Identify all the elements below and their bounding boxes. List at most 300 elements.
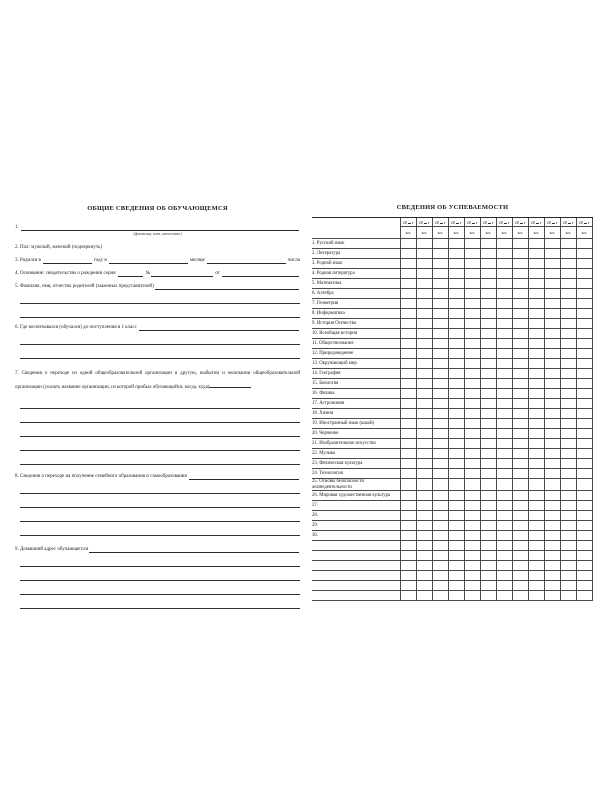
grade-cell xyxy=(561,551,577,561)
grade-cell xyxy=(433,299,449,309)
grade-cell xyxy=(577,279,593,289)
grade-cell xyxy=(401,561,417,571)
year-fill-line xyxy=(536,221,539,224)
grade-cell xyxy=(513,289,529,299)
grade-cell xyxy=(481,511,497,521)
grade-cell xyxy=(577,531,593,541)
grade-cell xyxy=(433,459,449,469)
grade-cell xyxy=(465,279,481,289)
grade-cell xyxy=(481,591,497,601)
grade-cell xyxy=(417,409,433,419)
grade-cell xyxy=(497,369,513,379)
grade-cell xyxy=(433,339,449,349)
grade-cell xyxy=(497,479,513,491)
year-header-cell xyxy=(401,218,417,227)
grade-cell xyxy=(481,551,497,561)
form-item-label: 4. Основание: свидетельство о рождении серия xyxy=(15,271,117,276)
grade-cell xyxy=(481,259,497,269)
grade-cell xyxy=(481,501,497,511)
grade-cell xyxy=(513,339,529,349)
grade-cell xyxy=(513,279,529,289)
grade-cell xyxy=(497,249,513,259)
form-item xyxy=(15,367,300,465)
form-item-label: 1. xyxy=(15,225,20,230)
blank-table-row xyxy=(312,591,593,601)
table-row xyxy=(312,259,593,269)
grade-cell xyxy=(433,309,449,319)
subject-cell: 12. Природоведение xyxy=(312,349,401,359)
grade-cell xyxy=(577,369,593,379)
grade-cell xyxy=(433,469,449,479)
grade-cell xyxy=(449,399,465,409)
grade-cell xyxy=(513,551,529,561)
grade-cell xyxy=(417,339,433,349)
grade-cell xyxy=(449,269,465,279)
grade-cell xyxy=(401,339,417,349)
grade-cell xyxy=(401,459,417,469)
year-fill-line xyxy=(408,221,411,224)
grade-cell xyxy=(529,491,545,501)
grade-cell xyxy=(465,299,481,309)
table-row xyxy=(312,309,593,319)
grade-cell xyxy=(561,449,577,459)
class-header-cell: кл. xyxy=(577,227,593,239)
table-row xyxy=(312,439,593,449)
grade-cell xyxy=(577,561,593,571)
blank-line xyxy=(20,581,300,595)
table-row xyxy=(312,511,593,521)
grade-cell xyxy=(401,551,417,561)
grade-cell xyxy=(417,399,433,409)
blank-line xyxy=(20,437,300,451)
grade-cell xyxy=(433,491,449,501)
year-suffix: г. xyxy=(507,219,511,225)
grade-cell xyxy=(465,571,481,581)
grade-cell xyxy=(529,289,545,299)
grade-cell xyxy=(433,319,449,329)
grade-cell xyxy=(513,439,529,449)
grade-cell xyxy=(513,521,529,531)
table-row xyxy=(312,419,593,429)
grade-cell xyxy=(545,279,561,289)
grade-cell xyxy=(577,399,593,409)
year-header-cell xyxy=(433,218,449,227)
grade-cell xyxy=(481,239,497,249)
grade-cell xyxy=(529,511,545,521)
grade-cell xyxy=(545,269,561,279)
grade-cell xyxy=(417,459,433,469)
grade-cell xyxy=(513,309,529,319)
form-item-row xyxy=(15,540,300,553)
grade-cell xyxy=(465,459,481,469)
grade-cell xyxy=(417,419,433,429)
grade-cell xyxy=(529,469,545,479)
table-row xyxy=(312,299,593,309)
grade-cell xyxy=(401,379,417,389)
class-header-cell: кл. xyxy=(417,227,433,239)
grade-cell xyxy=(449,511,465,521)
grade-cell xyxy=(449,429,465,439)
grade-cell xyxy=(497,591,513,601)
grade-cell xyxy=(449,469,465,479)
grade-cell xyxy=(449,449,465,459)
grade-cell xyxy=(561,349,577,359)
fill-in-line xyxy=(118,274,144,277)
grade-cell xyxy=(497,439,513,449)
grade-cell xyxy=(529,359,545,369)
grade-cell xyxy=(417,309,433,319)
grade-cell xyxy=(513,581,529,591)
grade-cell xyxy=(545,551,561,561)
grade-cell xyxy=(417,561,433,571)
fill-in-line xyxy=(207,261,286,264)
grade-cell xyxy=(433,521,449,531)
grade-cell xyxy=(529,479,545,491)
grade-cell xyxy=(513,561,529,571)
grade-cell xyxy=(529,501,545,511)
grade-cell xyxy=(545,459,561,469)
blank-table-row xyxy=(312,581,593,591)
grade-cell xyxy=(561,459,577,469)
grade-cell xyxy=(561,369,577,379)
grade-cell xyxy=(545,541,561,551)
subject-cell: 25. Основы безопасности жизнедеятельности xyxy=(312,479,401,491)
grade-cell xyxy=(561,269,577,279)
class-header-cell: кл. xyxy=(401,227,417,239)
grade-cell xyxy=(417,299,433,309)
table-row xyxy=(312,269,593,279)
grade-cell xyxy=(417,269,433,279)
grade-cell xyxy=(401,309,417,319)
year-suffix: г. xyxy=(539,219,543,225)
table-row xyxy=(312,289,593,299)
grade-cell xyxy=(449,581,465,591)
subject-cell: 20. Черчение xyxy=(312,429,401,439)
grade-cell xyxy=(449,329,465,339)
grade-cell xyxy=(433,429,449,439)
blank-line xyxy=(20,567,300,581)
grade-cell xyxy=(481,479,497,491)
grade-cell xyxy=(481,269,497,279)
grade-cell xyxy=(433,239,449,249)
blank-line xyxy=(20,595,300,609)
grade-cell xyxy=(449,491,465,501)
subject-cell: 16. Физика xyxy=(312,389,401,399)
grade-cell xyxy=(529,279,545,289)
grade-cell xyxy=(529,561,545,571)
grade-cell xyxy=(529,459,545,469)
grade-cell xyxy=(481,561,497,571)
grade-cell xyxy=(545,359,561,369)
subject-cell: 7. Геометрия xyxy=(312,299,401,309)
grade-cell xyxy=(417,289,433,299)
grade-cell xyxy=(529,429,545,439)
grade-cell xyxy=(449,419,465,429)
fill-in-line xyxy=(43,261,91,264)
fill-in-line xyxy=(209,385,251,388)
fill-in-line xyxy=(89,550,299,553)
left-page-items xyxy=(15,218,300,609)
grade-cell xyxy=(433,571,449,581)
grade-cell xyxy=(417,379,433,389)
grade-cell xyxy=(417,591,433,601)
fill-in-line xyxy=(139,328,299,331)
grade-cell xyxy=(561,479,577,491)
grade-cell xyxy=(529,449,545,459)
grade-cell xyxy=(401,581,417,591)
grade-cell xyxy=(433,479,449,491)
grade-cell xyxy=(401,449,417,459)
grade-cell xyxy=(433,359,449,369)
grade-cell xyxy=(449,289,465,299)
grade-cell xyxy=(465,379,481,389)
grade-cell xyxy=(513,491,529,501)
grade-cell xyxy=(465,329,481,339)
subject-cell: 22. Музыка xyxy=(312,449,401,459)
grade-cell xyxy=(465,249,481,259)
grade-cell xyxy=(577,429,593,439)
grade-cell xyxy=(529,319,545,329)
grade-cell xyxy=(465,469,481,479)
class-header-cell: кл. xyxy=(449,227,465,239)
blank-line xyxy=(20,508,300,522)
subject-cell: 18. Химия xyxy=(312,409,401,419)
subject-cell: 6. Алгебра xyxy=(312,289,401,299)
grade-cell xyxy=(417,449,433,459)
grade-cell xyxy=(481,531,497,541)
subject-cell: 26. Мировая художественная культура xyxy=(312,491,401,501)
grade-cell xyxy=(497,269,513,279)
grade-cell xyxy=(561,239,577,249)
grade-cell xyxy=(465,319,481,329)
class-header-cell: кл. xyxy=(545,227,561,239)
grade-cell xyxy=(401,369,417,379)
year-header-cell xyxy=(497,218,513,227)
grade-cell xyxy=(561,399,577,409)
grade-cell xyxy=(465,289,481,299)
grade-cell xyxy=(401,479,417,491)
grade-cell xyxy=(529,259,545,269)
grade-cell xyxy=(417,501,433,511)
grade-cell xyxy=(497,399,513,409)
grade-cell xyxy=(465,389,481,399)
grade-cell xyxy=(577,249,593,259)
grade-cell xyxy=(545,561,561,571)
grade-cell xyxy=(481,289,497,299)
right-page xyxy=(312,204,593,601)
blank-line xyxy=(20,290,300,304)
grade-cell xyxy=(577,551,593,561)
grade-cell xyxy=(529,309,545,319)
grade-cell xyxy=(497,329,513,339)
subject-cell: 4. Родная литература xyxy=(312,269,401,279)
grade-cell xyxy=(449,459,465,469)
blank-line xyxy=(20,345,300,359)
table-row xyxy=(312,339,593,349)
grade-cell xyxy=(513,319,529,329)
grade-cell xyxy=(417,239,433,249)
grade-cell xyxy=(545,409,561,419)
grades-tbody xyxy=(312,218,593,601)
form-item xyxy=(15,264,300,277)
table-row xyxy=(312,389,593,399)
grade-cell xyxy=(545,309,561,319)
grade-cell xyxy=(417,571,433,581)
grade-cell xyxy=(433,439,449,449)
grade-cell xyxy=(481,299,497,309)
subject-cell: 3. Родной язык xyxy=(312,259,401,269)
form-item-label: 8. Сведения о переходе на получение семейного образования и самообразования xyxy=(15,474,189,479)
table-row xyxy=(312,399,593,409)
grade-cell xyxy=(417,369,433,379)
year-prefix: 20 xyxy=(530,219,535,225)
class-header-cell: кл. xyxy=(561,227,577,239)
grade-cell xyxy=(433,329,449,339)
grade-cell xyxy=(433,279,449,289)
year-header-cell xyxy=(529,218,545,227)
grade-cell xyxy=(465,339,481,349)
year-suffix: г. xyxy=(555,219,559,225)
grade-cell xyxy=(417,349,433,359)
grade-cell xyxy=(577,299,593,309)
subject-cell: 19. Иностранный язык (какой) xyxy=(312,419,401,429)
grade-cell xyxy=(401,531,417,541)
grade-cell xyxy=(513,369,529,379)
grade-cell xyxy=(401,239,417,249)
grade-cell xyxy=(497,259,513,269)
year-suffix: г. xyxy=(427,219,431,225)
grade-cell xyxy=(401,511,417,521)
grade-cell xyxy=(497,449,513,459)
grade-cell xyxy=(529,379,545,389)
grade-cell xyxy=(481,409,497,419)
grade-cell xyxy=(417,429,433,439)
grade-cell xyxy=(401,571,417,581)
grade-cell xyxy=(561,329,577,339)
grade-cell xyxy=(577,329,593,339)
blank-table-row xyxy=(312,561,593,571)
grade-cell xyxy=(449,299,465,309)
subject-cell: 11. Обществознание xyxy=(312,339,401,349)
grade-cell xyxy=(417,359,433,369)
grade-cell xyxy=(449,541,465,551)
grade-cell xyxy=(433,379,449,389)
grade-cell xyxy=(561,319,577,329)
grade-cell xyxy=(577,439,593,449)
grade-cell xyxy=(513,429,529,439)
grade-cell xyxy=(449,359,465,369)
fill-in-line xyxy=(151,274,213,277)
form-item-paragraph xyxy=(15,367,300,395)
grade-cell xyxy=(465,419,481,429)
grade-cell xyxy=(433,531,449,541)
grade-cell xyxy=(481,581,497,591)
grade-cell xyxy=(513,571,529,581)
fill-in-line xyxy=(189,477,299,480)
grade-cell xyxy=(417,541,433,551)
right-page-title: СВЕДЕНИЯ ОБ УСПЕВАЕМОСТИ xyxy=(396,204,509,211)
grade-cell xyxy=(465,501,481,511)
grade-cell xyxy=(449,571,465,581)
subject-cell: 23. Физическая культура xyxy=(312,459,401,469)
grade-cell xyxy=(497,339,513,349)
grade-cell xyxy=(433,581,449,591)
grade-cell xyxy=(545,479,561,491)
grade-cell xyxy=(513,329,529,339)
fill-in-line xyxy=(109,261,188,264)
grade-cell xyxy=(529,581,545,591)
grade-cell xyxy=(401,491,417,501)
grade-cell xyxy=(497,459,513,469)
grade-cell xyxy=(577,419,593,429)
grade-cell xyxy=(433,501,449,511)
grade-cell xyxy=(465,521,481,531)
form-item-row xyxy=(15,238,300,251)
grade-cell xyxy=(401,319,417,329)
year-prefix: 20 xyxy=(482,219,487,225)
grade-cell xyxy=(513,379,529,389)
grade-cell xyxy=(465,551,481,561)
blank-line xyxy=(20,331,300,345)
grade-cell xyxy=(481,541,497,551)
grade-cell xyxy=(481,339,497,349)
blank-table-row xyxy=(312,571,593,581)
grade-cell xyxy=(513,459,529,469)
grade-cell xyxy=(417,551,433,561)
grade-cell xyxy=(545,501,561,511)
year-prefix: 20 xyxy=(514,219,519,225)
table-row xyxy=(312,409,593,419)
subject-cell: 5. Математика xyxy=(312,279,401,289)
grade-cell xyxy=(529,409,545,419)
subject-cell: 13. Окружающий мир xyxy=(312,359,401,369)
blank-line xyxy=(20,494,300,508)
grade-cell xyxy=(465,581,481,591)
grade-cell xyxy=(561,299,577,309)
grade-cell xyxy=(417,279,433,289)
grade-cell xyxy=(401,289,417,299)
grade-cell xyxy=(401,429,417,439)
grade-cell xyxy=(497,379,513,389)
grade-cell xyxy=(449,349,465,359)
year-fill-line xyxy=(456,221,459,224)
grade-cell xyxy=(449,591,465,601)
grade-cell xyxy=(561,359,577,369)
grade-cell xyxy=(465,439,481,449)
grade-cell xyxy=(561,389,577,399)
grade-cell xyxy=(577,591,593,601)
grade-cell xyxy=(577,349,593,359)
form-item-row xyxy=(15,277,300,290)
grade-cell xyxy=(433,561,449,571)
grade-cell xyxy=(545,239,561,249)
year-prefix: 20 xyxy=(578,219,583,225)
blank-line xyxy=(20,451,300,465)
year-fill-line xyxy=(440,221,443,224)
grade-cell xyxy=(577,479,593,491)
grade-cell xyxy=(449,531,465,541)
grade-cell xyxy=(561,491,577,501)
grade-cell xyxy=(417,521,433,531)
grade-cell xyxy=(561,429,577,439)
grade-cell xyxy=(401,501,417,511)
grade-cell xyxy=(545,449,561,459)
grade-cell xyxy=(513,389,529,399)
grade-cell xyxy=(529,521,545,531)
grade-cell xyxy=(433,349,449,359)
grade-cell xyxy=(433,259,449,269)
subject-cell: 27. xyxy=(312,501,401,511)
